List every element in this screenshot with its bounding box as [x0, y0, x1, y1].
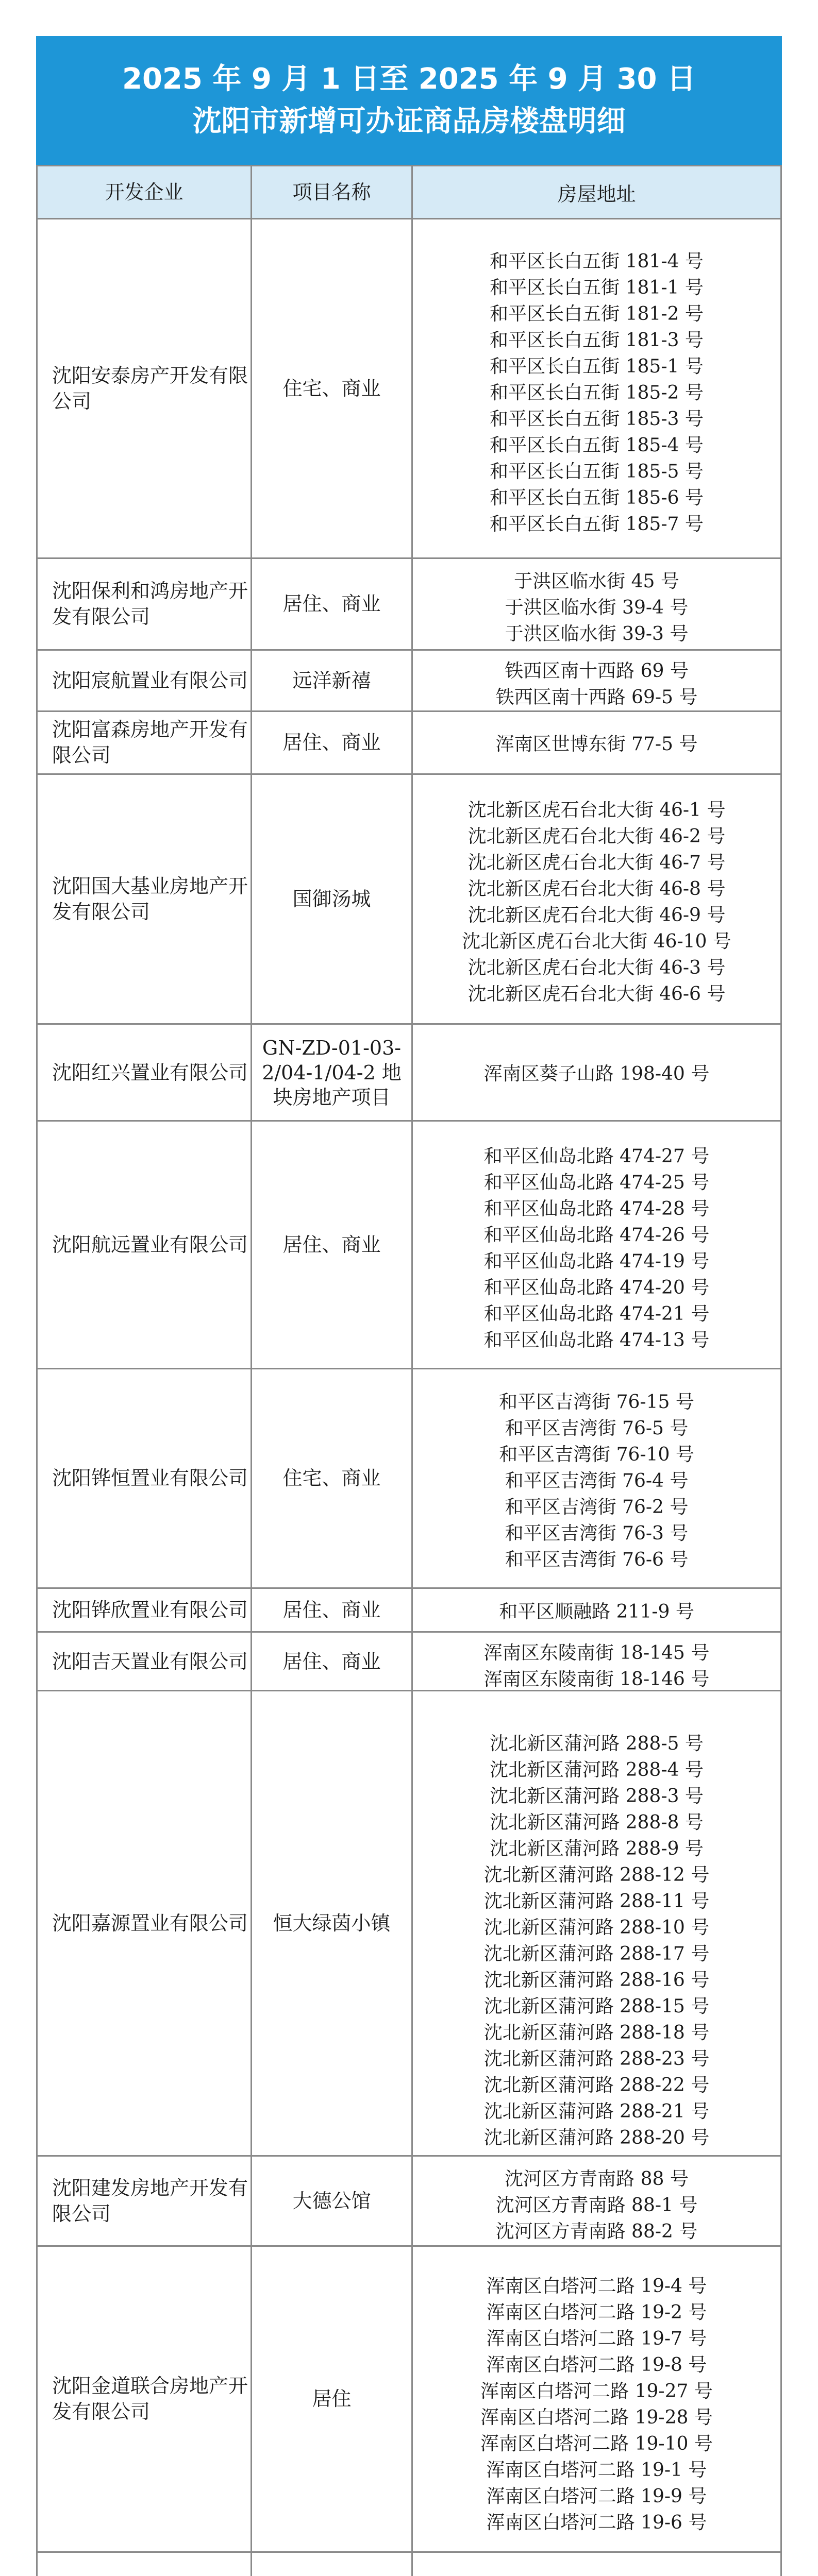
address-line: 浑南区葵子山路 198-40 号 — [483, 1063, 710, 1085]
address-line: 和平区长白五街 181-3 号 — [490, 330, 704, 351]
address-line: 浑南区白塔河二路 19-2 号 — [486, 2302, 707, 2324]
address-cell — [412, 1632, 781, 1691]
project-name: 恒大绿茵小镇 — [273, 1911, 391, 1935]
table-row — [37, 1368, 781, 1588]
address-line: 于洪区临水街 39-4 号 — [505, 597, 689, 619]
address-line: 沈北新区蒲河路 288-21 号 — [483, 2100, 710, 2122]
table-row — [37, 219, 781, 558]
address-cell — [412, 2246, 781, 2552]
developer-cell — [37, 558, 252, 650]
address-line: 和平区吉湾街 76-6 号 — [505, 1549, 689, 1570]
address-line: 沈北新区蒲河路 288-10 号 — [483, 1917, 710, 1938]
developer-name: 沈阳嘉源置业有限公司 — [52, 1911, 248, 1935]
project-name: 大德公馆 — [292, 2189, 371, 2212]
developer-cell — [37, 1691, 252, 2156]
address-line: 沈北新区蒲河路 288-22 号 — [483, 2074, 710, 2096]
developer-name: 沈阳金道联合房地产开发有限公司 — [52, 2375, 248, 2424]
project-name: GN-ZD-01-03-2/04-1/04-2 地块房地产项目 — [262, 1036, 402, 1109]
project-name: 住宅、商业 — [282, 1467, 381, 1490]
project-name: 居住、商业 — [282, 1233, 381, 1256]
table-row — [37, 2552, 781, 2576]
address-line: 和平区吉湾街 76-5 号 — [505, 1417, 689, 1439]
title-banner — [36, 36, 782, 165]
address-line: 沈北新区蒲河路 288-9 号 — [490, 1838, 704, 1859]
address-line: 和平区吉湾街 76-3 号 — [505, 1522, 689, 1544]
address-list — [413, 567, 780, 645]
title-line-2: 沈阳市新增可办证商品房楼盘明细 — [192, 105, 626, 138]
address-line: 浑南区东陵南街 18-145 号 — [483, 1642, 710, 1664]
table-row — [37, 2246, 781, 2552]
address-line: 沈河区方青南路 88-2 号 — [495, 2221, 698, 2242]
address-line: 沈北新区蒲河路 288-23 号 — [483, 2048, 710, 2070]
developer-cell — [37, 1024, 252, 1121]
project-cell — [252, 558, 412, 650]
table-row — [37, 2156, 781, 2246]
address-line: 沈北新区虎石台北大街 46-9 号 — [468, 904, 726, 926]
project-cell — [252, 1632, 412, 1691]
listing-table — [36, 165, 782, 2576]
address-line: 沈河区方青南路 88-1 号 — [495, 2194, 698, 2216]
developer-name: 沈阳航远置业有限公司 — [52, 1233, 248, 1256]
address-cell — [412, 1024, 781, 1121]
developer-name: 沈阳国大基业房地产开发有限公司 — [52, 875, 248, 924]
address-list — [413, 795, 780, 1003]
project-cell — [252, 1121, 412, 1368]
address-line: 和平区长白五街 185-7 号 — [490, 514, 704, 535]
project-name: 居住、商业 — [282, 1650, 381, 1673]
address-line: 和平区仙岛北路 474-28 号 — [483, 1198, 710, 1220]
address-line: 沈北新区蒲河路 288-12 号 — [483, 1864, 710, 1886]
address-line: 浑南区白塔河二路 19-10 号 — [480, 2433, 713, 2455]
column-header-address: 房屋地址 — [412, 166, 781, 219]
address-cell — [412, 650, 781, 711]
table-row — [37, 1121, 781, 1368]
developer-cell — [37, 774, 252, 1024]
address-line: 沈北新区蒲河路 288-17 号 — [483, 1943, 710, 1964]
project-cell — [252, 2246, 412, 2552]
address-cell — [412, 1121, 781, 1368]
developer-name: 沈阳富森房地产开发有限公司 — [52, 718, 248, 767]
address-line: 沈北新区虎石台北大街 46-2 号 — [468, 825, 726, 847]
project-name: 居住、商业 — [282, 731, 381, 754]
address-line: 和平区吉湾街 76-10 号 — [499, 1444, 694, 1465]
address-line: 和平区仙岛北路 474-13 号 — [483, 1330, 710, 1351]
project-cell — [252, 711, 412, 774]
address-list — [413, 1729, 780, 2148]
address-line: 浑南区白塔河二路 19-28 号 — [480, 2407, 713, 2429]
address-line: 浑南区东陵南街 18-146 号 — [483, 1668, 710, 1690]
address-line: 和平区仙岛北路 474-19 号 — [483, 1251, 710, 1273]
developer-name: 沈阳建发房地产开发有限公司 — [52, 2176, 248, 2225]
address-cell — [412, 1368, 781, 1588]
address-line: 和平区长白五街 181-2 号 — [490, 303, 704, 325]
address-line: 和平区长白五街 185-4 号 — [490, 435, 704, 456]
address-line: 浑南区白塔河二路 19-1 号 — [486, 2460, 707, 2481]
project-cell — [252, 1691, 412, 2156]
address-line: 浑南区世博东街 77-5 号 — [495, 733, 698, 755]
developer-name: 沈阳吉天置业有限公司 — [52, 1650, 248, 1673]
project-name: 居住、商业 — [282, 592, 381, 616]
table-row — [37, 558, 781, 650]
address-line: 沈北新区蒲河路 288-18 号 — [483, 2022, 710, 2043]
address-cell — [412, 774, 781, 1024]
project-name: 居住、商业 — [282, 1599, 381, 1622]
address-line: 和平区长白五街 185-6 号 — [490, 487, 704, 509]
address-line: 和平区长白五街 185-5 号 — [490, 461, 704, 483]
project-name: 远洋新禧 — [292, 669, 371, 692]
address-line: 沈北新区蒲河路 288-20 号 — [483, 2127, 710, 2148]
address-line: 浑南区白塔河二路 19-6 号 — [486, 2512, 707, 2534]
developer-name: 沈阳宸航置业有限公司 — [52, 669, 248, 692]
project-cell — [252, 219, 412, 558]
address-line: 沈北新区蒲河路 288-16 号 — [483, 1969, 710, 1991]
address-line: 和平区吉湾街 76-4 号 — [505, 1470, 689, 1492]
address-line: 沈北新区蒲河路 288-3 号 — [490, 1785, 704, 1807]
developer-name: 沈阳安泰房产开发有限公司 — [52, 364, 248, 413]
address-cell — [412, 2156, 781, 2246]
developer-cell — [37, 2156, 252, 2246]
address-line: 和平区仙岛北路 474-25 号 — [483, 1172, 710, 1194]
developer-cell — [37, 1121, 252, 1368]
address-line: 沈河区方青南路 88 号 — [505, 2168, 689, 2190]
developer-name: 沈阳铧欣置业有限公司 — [52, 1599, 248, 1622]
table-row — [37, 650, 781, 711]
address-line: 浑南区白塔河二路 19-9 号 — [486, 2486, 707, 2507]
developer-name: 沈阳红兴置业有限公司 — [52, 1061, 248, 1084]
table-body — [37, 219, 781, 2576]
address-list — [413, 247, 780, 535]
developer-cell — [37, 219, 252, 558]
address-line: 浑南区白塔河二路 19-8 号 — [486, 2354, 707, 2376]
developer-cell — [37, 1368, 252, 1588]
address-cell — [412, 2552, 781, 2576]
table-row — [37, 1024, 781, 1121]
address-line: 和平区长白五街 185-2 号 — [490, 382, 704, 404]
developer-cell — [37, 650, 252, 711]
table-row — [37, 1691, 781, 2156]
project-name: 国御汤城 — [292, 888, 371, 911]
address-line: 沈北新区蒲河路 288-5 号 — [490, 1733, 704, 1754]
address-line: 浑南区白塔河二路 19-4 号 — [486, 2276, 707, 2297]
address-line: 和平区仙岛北路 474-27 号 — [483, 1146, 710, 1167]
address-line: 和平区长白五街 185-1 号 — [490, 356, 704, 378]
address-line: 沈北新区蒲河路 288-11 号 — [483, 1890, 710, 1912]
address-line: 和平区仙岛北路 474-26 号 — [483, 1225, 710, 1246]
address-line: 沈北新区虎石台北大街 46-7 号 — [468, 852, 726, 873]
address-line: 浑南区白塔河二路 19-7 号 — [486, 2328, 707, 2350]
address-list — [413, 2164, 780, 2242]
address-line: 沈北新区蒲河路 288-8 号 — [490, 1811, 704, 1833]
address-line: 浑南区白塔河二路 19-27 号 — [480, 2381, 713, 2402]
table-row — [37, 1588, 781, 1632]
address-list — [413, 1387, 780, 1569]
column-header-project: 项目名称 — [252, 166, 412, 219]
project-cell — [252, 2552, 412, 2576]
address-line: 和平区顺融路 211-9 号 — [499, 1601, 694, 1622]
address-list — [413, 1593, 780, 1627]
address-list — [413, 2272, 780, 2534]
developer-cell — [37, 1588, 252, 1632]
page — [36, 36, 782, 2576]
address-cell — [412, 1588, 781, 1632]
address-cell — [412, 558, 781, 650]
address-line: 和平区长白五街 181-4 号 — [490, 251, 704, 273]
address-cell — [412, 219, 781, 558]
address-list — [413, 718, 780, 767]
project-cell — [252, 650, 412, 711]
project-cell — [252, 774, 412, 1024]
project-name: 居住 — [312, 2387, 352, 2411]
address-line: 沈北新区蒲河路 288-4 号 — [490, 1759, 704, 1781]
address-line: 于洪区临水街 39-3 号 — [505, 623, 689, 645]
table-row — [37, 1632, 781, 1691]
table-row — [37, 774, 781, 1024]
table-header-row — [37, 166, 781, 219]
developer-cell — [37, 2246, 252, 2552]
table-row — [37, 711, 781, 774]
address-list — [413, 1638, 780, 1690]
address-line: 和平区吉湾街 76-2 号 — [505, 1496, 689, 1518]
address-line: 沈北新区虎石台北大街 46-8 号 — [468, 878, 726, 900]
address-line: 铁西区南十西路 69 号 — [505, 660, 689, 682]
address-list — [413, 656, 780, 708]
developer-name: 沈阳铧恒置业有限公司 — [52, 1467, 248, 1490]
address-list — [413, 1142, 780, 1351]
address-line: 和平区长白五街 181-1 号 — [490, 277, 704, 299]
address-line: 沈北新区虎石台北大街 46-10 号 — [462, 930, 731, 952]
developer-name: 沈阳保利和鸿房地产开发有限公司 — [52, 580, 248, 629]
project-name: 住宅、商业 — [282, 377, 381, 400]
project-cell — [252, 1588, 412, 1632]
address-line: 和平区仙岛北路 474-21 号 — [483, 1303, 710, 1325]
address-line: 于洪区临水街 45 号 — [514, 571, 679, 592]
address-cell — [412, 711, 781, 774]
address-line: 沈北新区虎石台北大街 46-6 号 — [468, 983, 726, 1005]
address-line: 沈北新区蒲河路 288-15 号 — [483, 1995, 710, 2017]
address-line: 沈北新区虎石台北大街 46-1 号 — [468, 799, 726, 821]
developer-cell — [37, 2552, 252, 2576]
address-line: 和平区仙岛北路 474-20 号 — [483, 1277, 710, 1299]
address-cell — [412, 1691, 781, 2156]
address-line: 铁西区南十西路 69-5 号 — [495, 686, 698, 708]
developer-cell — [37, 1632, 252, 1691]
column-header-developer: 开发企业 — [37, 166, 252, 219]
address-line: 沈北新区虎石台北大街 46-3 号 — [468, 957, 726, 978]
address-list — [413, 1033, 780, 1112]
project-cell — [252, 1024, 412, 1121]
address-line: 和平区长白五街 185-3 号 — [490, 409, 704, 430]
developer-cell — [37, 711, 252, 774]
project-cell — [252, 1368, 412, 1588]
title-line-1: 2025 年 9 月 1 日至 2025 年 9 月 30 日 — [122, 62, 696, 96]
project-cell — [252, 2156, 412, 2246]
address-line: 和平区吉湾街 76-15 号 — [499, 1391, 694, 1413]
